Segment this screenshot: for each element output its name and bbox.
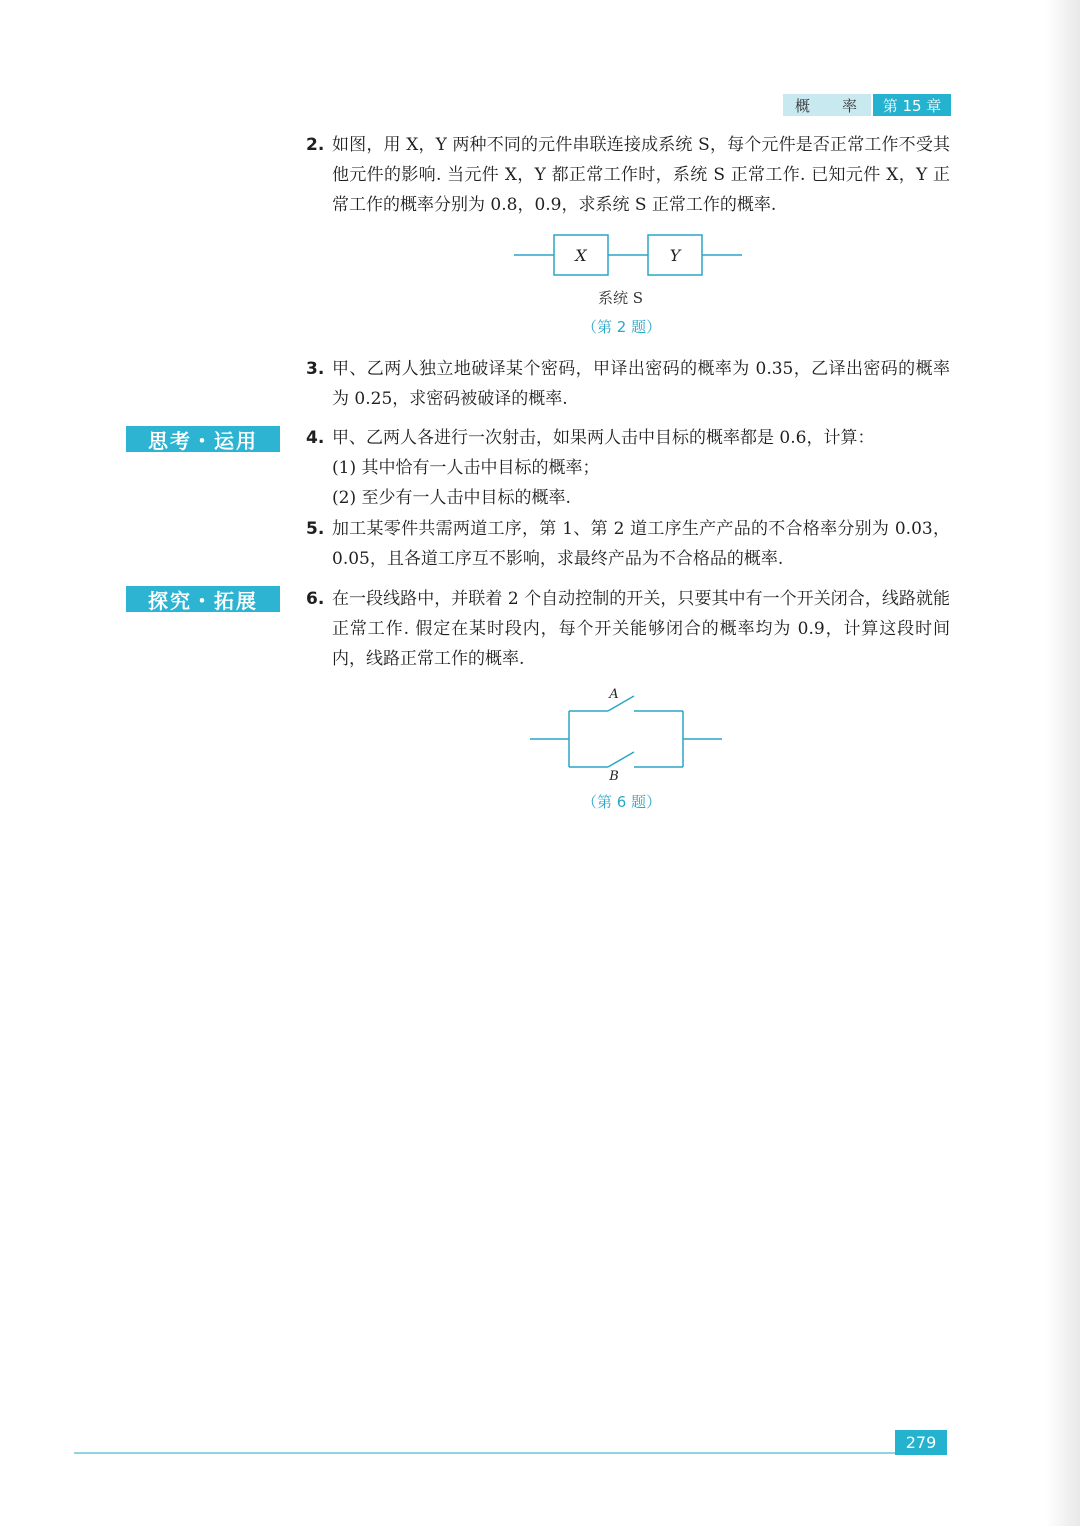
problem-number: 3. bbox=[306, 359, 325, 379]
page-edge-shadow bbox=[1046, 0, 1080, 1526]
problem-2 bbox=[306, 130, 950, 220]
switch-b-blade bbox=[608, 752, 634, 767]
component-y-label: Y bbox=[669, 246, 681, 265]
chapter-name-char-1: 概 bbox=[795, 96, 811, 115]
problem-number: 6. bbox=[306, 589, 325, 609]
series-circuit-diagram bbox=[510, 230, 750, 280]
footer-rule bbox=[74, 1452, 896, 1454]
problem-text: 如图，用 X，Y 两种不同的元件串联连接成系统 S，每个元件是否正常工作不受其他元件的影响. 当元件 X，Y 都正常工作时，系统 S 正常工作. 已知元件 X，Y 正常工作的概率分别为 0.8，0.9，求系统 S 正常工作的概率. bbox=[332, 135, 950, 215]
chapter-header bbox=[783, 94, 951, 116]
switch-b-label: B bbox=[609, 769, 619, 784]
problem-text: 加工某零件共需两道工序，第 1、第 2 道工序生产产品的不合格率分别为 0.03，0.05，且各道工序互不影响，求最终产品为不合格品的概率. bbox=[332, 519, 950, 569]
problem-number: 5. bbox=[306, 519, 325, 539]
problem-6 bbox=[306, 584, 950, 674]
section-label-think-apply: 思考・运用 bbox=[126, 426, 280, 452]
problem-text: 甲、乙两人各进行一次射击，如果两人击中目标的概率都是 0.6，计算： bbox=[332, 428, 875, 448]
problem-4 bbox=[306, 423, 950, 513]
problem-number: 2. bbox=[306, 135, 325, 155]
problem-number: 4. bbox=[306, 428, 325, 448]
figure-caption-6: （第 6 题） bbox=[582, 793, 662, 811]
system-s-label: 系统 S bbox=[598, 289, 644, 307]
switch-a-label: A bbox=[609, 687, 619, 702]
chapter-name-char-2: 率 bbox=[841, 96, 857, 115]
parallel-circuit-diagram bbox=[526, 684, 726, 784]
problem-text: 甲、乙两人独立地破译某个密码，甲译出密码的概率为 0.35，乙译出密码的概率为 0.25，求密码被破译的概率. bbox=[332, 359, 950, 409]
problem-subquestion-1: (1) 其中恰有一人击中目标的概率； bbox=[332, 458, 600, 478]
problem-text: 在一段线路中，并联着 2 个自动控制的开关，只要其中有一个开关闭合，线路就能正常工作. 假定在某时段内，每个开关能够闭合的概率均为 0.9，计算这段时间内，线路正常工作的概率. bbox=[332, 589, 950, 669]
problem-3 bbox=[306, 354, 950, 414]
figure-caption-2: （第 2 题） bbox=[582, 318, 662, 336]
chapter-name bbox=[783, 94, 871, 116]
problem-5 bbox=[306, 514, 950, 574]
section-label-explore-extend: 探究・拓展 bbox=[126, 586, 280, 612]
page-number: 279 bbox=[895, 1430, 947, 1455]
chapter-number: 第 15 章 bbox=[873, 94, 951, 116]
component-x-label: X bbox=[575, 246, 587, 265]
problem-subquestion-2: (2) 至少有一人击中目标的概率. bbox=[332, 488, 571, 508]
